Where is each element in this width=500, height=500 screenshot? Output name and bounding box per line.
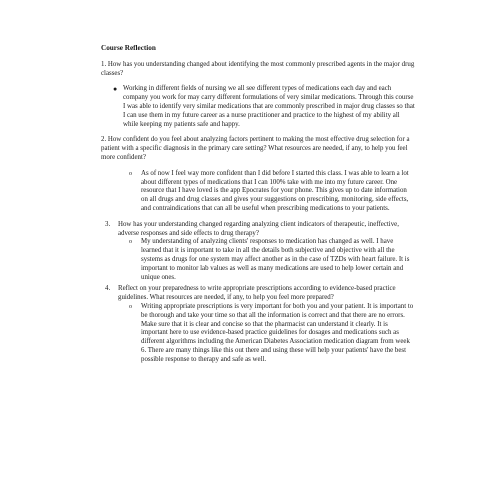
answer-4-text: Writing appropriate prescriptions is very important for both you and your patient. It is important to be thorough and take your time so that all the information is correct and that there are no errors. Make sure that it is clear and concise so that the pharmacist can understand it clearly. It is important here to use evidence-based practice guidelines for dosages and medications such as different algorithms including the American Diabetes Association medication diagram from week 6. There are many things like this out there and using these will help your patients' have the best possible response to therapy and safe as well. xyxy=(141,302,414,363)
question-3-number: 3. xyxy=(105,220,111,228)
question-3 xyxy=(105,220,415,239)
question-1: 1. How has you understanding changed about identifying the most commonly prescribed agents in the major drug classes? xyxy=(101,60,415,77)
bullet-dot-icon: ● xyxy=(113,85,118,94)
question-4 xyxy=(105,285,415,303)
bullet-circle-icon: o xyxy=(129,170,132,177)
bullet-circle-icon: o xyxy=(129,303,132,310)
question-4-text: Reflect on your preparedness to write appropriate prescriptions according to evidence-based practice guidelines. What resources are needed, if any, to help you feel more prepared? xyxy=(118,285,396,302)
answer-1 xyxy=(113,85,415,129)
question-2: 2. How confident do you feel about analyzing factors pertinent to making the most effective drug selection for a patient with a specific diagnosis in the primary care setting? What resources are needed, if any, to help you feel more confident? xyxy=(101,136,410,161)
answer-2 xyxy=(129,169,415,214)
document-page xyxy=(101,44,415,368)
question-4-number: 4. xyxy=(105,285,111,293)
answer-4 xyxy=(129,302,415,365)
question-3-text: How has your understanding changed regarding analyzing client indicators of therapeutic, ineffective, adverse responses and side effects to drug therapy? xyxy=(118,220,399,237)
answer-2-text: As of now I feel way more confident than I did before I started this class. I was able to learn a lot about different types of medications that I can 100% take with me into my future career. One resource that I have loved is the app Epocrates for your phone. This gives up to date information on all drugs and drug classes and gives your suggestions on prescribing, monitoring, side effects, and contraindications that can all be useful when prescribing medications to your patients. xyxy=(141,169,409,212)
answer-3 xyxy=(129,238,415,282)
document-title: Course Reflection xyxy=(101,44,156,52)
answer-3-text: My understanding of analyzing clients' responses to medication has changed as well. I have learned that it is important to take in all the details both subjective and objective with all the systems as drugs for one system may affect another as in the case of TZDs with heart failure. It is important to monitor lab values as well as many medications are used to help lower certain and unique ones. xyxy=(141,238,410,281)
bullet-circle-icon: o xyxy=(129,239,132,246)
answer-1-text: Working in different fields of nursing we all see different types of medications each day and each company you work for may carry different formulations of very similar medications. Through this course I was able to identify very similar medications that are commonly prescribed in major drug classes so that I can use them in my future career as a nurse practitioner and practice to the highest of my ability all while keeping my patients safe and happy. xyxy=(123,85,415,128)
